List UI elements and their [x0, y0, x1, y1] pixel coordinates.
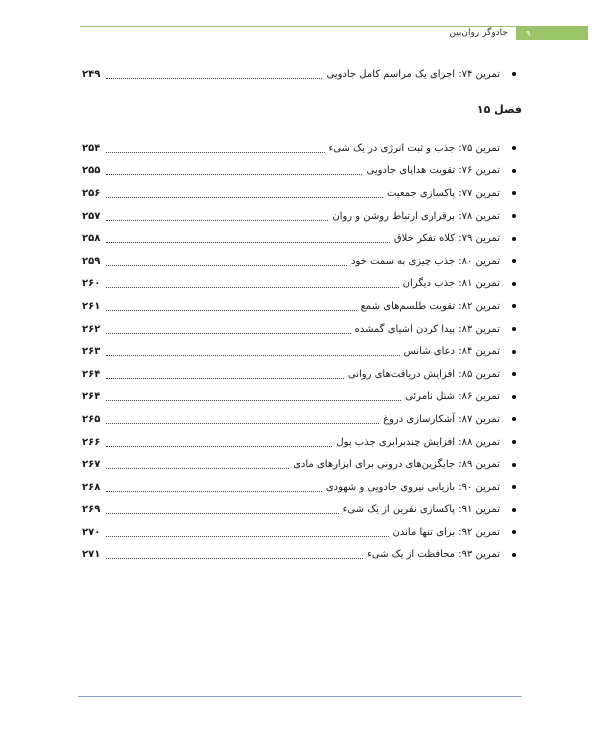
dot-leader — [106, 265, 347, 266]
bullet-icon — [512, 169, 516, 173]
bullet-icon — [512, 372, 516, 376]
toc-entry-title: تمرین ۷۷: پاکسازی جمعیت — [387, 187, 500, 199]
footer-divider — [78, 696, 522, 697]
toc-page-number: ۲۶۶ — [82, 436, 101, 448]
toc-page-number: ۲۶۰ — [82, 278, 101, 290]
toc-entry[interactable] — [82, 205, 516, 228]
bullet-icon — [512, 327, 516, 331]
bullet-icon — [512, 485, 516, 489]
dot-leader — [106, 536, 389, 537]
toc-entry-title: تمرین ۹۱: پاکسازی نفرین از یک شیء — [342, 504, 500, 516]
dot-leader — [106, 558, 363, 559]
toc-entry-title: تمرین ۸۸: افزایش چندبرابری جذب پول — [336, 436, 500, 448]
page-number: ۹ — [526, 29, 531, 38]
toc-page-number: ۲۵۸ — [82, 233, 101, 245]
dot-leader — [106, 174, 362, 175]
bullet-icon — [512, 146, 516, 150]
dot-leader — [106, 287, 399, 288]
toc-page-number: ۲۴۹ — [82, 68, 101, 80]
bullet-icon — [512, 304, 516, 308]
dot-leader — [106, 400, 401, 401]
toc-entry[interactable] — [82, 408, 516, 431]
dot-leader — [106, 152, 325, 153]
toc-entry[interactable] — [82, 521, 516, 544]
bullet-icon — [512, 237, 516, 241]
bullet-icon — [512, 350, 516, 354]
toc-entry[interactable] — [82, 250, 516, 273]
toc-entry-title: تمرین ۸۳: پیدا کردن اشیای گمشده — [354, 323, 500, 335]
toc-page-number: ۲۶۲ — [82, 323, 101, 335]
toc-entry-title: تمرین ۸۴: دعای شانس — [403, 346, 500, 358]
toc-entry[interactable] — [82, 227, 516, 250]
dot-leader — [106, 220, 328, 221]
page-number-badge — [516, 27, 588, 40]
bullet-icon — [512, 259, 516, 263]
bullet-icon — [512, 553, 516, 557]
toc-page-number: ۲۶۴ — [82, 368, 101, 380]
bullet-icon — [512, 463, 516, 467]
toc-page-number: ۲۶۹ — [82, 504, 101, 516]
bullet-icon — [512, 191, 516, 195]
toc-entry[interactable] — [82, 182, 516, 205]
bullet-icon — [512, 282, 516, 286]
toc-entry-title: تمرین ۸۱: جذب دیگران — [402, 278, 500, 290]
bullet-icon — [512, 395, 516, 399]
toc-entry[interactable] — [82, 386, 516, 409]
toc-page-number: ۲۶۵ — [82, 413, 101, 425]
running-title: جادوگر روان‌بین — [449, 28, 508, 38]
toc-entry[interactable] — [82, 295, 516, 318]
toc-entry[interactable] — [82, 431, 516, 454]
toc-entry-title: تمرین ۸۹: جایگزین‌های درونی برای ابزارهای مادی — [293, 459, 500, 471]
toc-entry-title: تمرین ۹۲: برای تنها ماندن — [392, 526, 500, 538]
toc-page-number: ۲۵۷ — [82, 210, 101, 222]
dot-leader — [106, 197, 383, 198]
toc-page-number: ۲۵۵ — [82, 165, 101, 177]
toc-entry-title: تمرین ۹۰: بازیابی نیروی جادویی و شهودی — [325, 481, 500, 493]
toc-entry[interactable] — [82, 318, 516, 341]
dot-leader — [106, 78, 322, 79]
toc-entry-title: تمرین ۷۶: تقویت هدایای جادویی — [366, 165, 500, 177]
toc-entry-title: تمرین ۸۵: افزایش دریافت‌های روانی — [347, 368, 500, 380]
toc-page-number: ۲۵۴ — [82, 142, 101, 154]
dot-leader — [106, 513, 339, 514]
bullet-icon — [512, 417, 516, 421]
toc-page-number: ۲۶۳ — [82, 346, 101, 358]
bullet-icon — [512, 440, 516, 444]
toc-page-number: ۲۷۰ — [82, 526, 101, 538]
toc-page-number: ۲۶۸ — [82, 481, 101, 493]
toc-entry-title: تمرین ۸۰: جذب چیزی به سمت خود — [351, 255, 500, 267]
toc-entry[interactable] — [82, 499, 516, 522]
bullet-icon — [512, 72, 516, 76]
toc-entry-title: تمرین ۷۴: اجرای یک مراسم کامل جادویی — [326, 68, 500, 80]
toc-entry[interactable] — [82, 160, 516, 183]
toc-page-number: ۲۶۴ — [82, 391, 101, 403]
toc-entry[interactable] — [82, 544, 516, 567]
toc-entry[interactable] — [82, 63, 516, 86]
bullet-icon — [512, 508, 516, 512]
toc-entry-title: تمرین ۸۶: شنل نامرئی — [405, 391, 500, 403]
bullet-icon — [512, 530, 516, 534]
dot-leader — [106, 491, 322, 492]
toc-page-number: ۲۶۷ — [82, 459, 101, 471]
toc-entry[interactable] — [82, 340, 516, 363]
dot-leader — [106, 468, 289, 469]
toc-entry[interactable] — [82, 363, 516, 386]
toc-page-number: ۲۵۶ — [82, 187, 101, 199]
toc-chapter-list — [82, 137, 516, 566]
dot-leader — [106, 423, 379, 424]
dot-leader — [106, 446, 332, 447]
toc-entry[interactable] — [82, 476, 516, 499]
bullet-icon — [512, 214, 516, 218]
page-header — [80, 26, 588, 41]
dot-leader — [106, 242, 390, 243]
dot-leader — [106, 333, 351, 334]
toc-page-number: ۲۷۱ — [82, 549, 101, 561]
dot-leader — [106, 310, 357, 311]
toc-entry-title: تمرین ۹۳: محافظت از یک شیء — [367, 549, 500, 561]
toc-page-number: ۲۵۹ — [82, 255, 101, 267]
toc-entry-title: تمرین ۸۲: تقویت طلسم‌های شمع — [360, 300, 500, 312]
toc-entry-title: تمرین ۷۸: برقراری ارتباط روشن و روان — [332, 210, 500, 222]
dot-leader — [106, 355, 400, 356]
dot-leader — [106, 378, 344, 379]
toc-top-list — [82, 63, 516, 86]
toc-entry-title: تمرین ۷۹: کلاه تفکر خلاق — [393, 233, 500, 245]
toc-entry-title: تمرین ۸۷: آشکارسازی دروغ — [383, 413, 500, 425]
toc-page-number: ۲۶۱ — [82, 300, 101, 312]
toc-entry-title: تمرین ۷۵: جذب و ثبت انرژی در یک شیء — [328, 142, 500, 154]
toc-entry[interactable] — [82, 273, 516, 296]
toc-entry[interactable] — [82, 453, 516, 476]
toc-entry[interactable] — [82, 137, 516, 160]
chapter-heading: فصل ۱۵ — [476, 103, 522, 116]
